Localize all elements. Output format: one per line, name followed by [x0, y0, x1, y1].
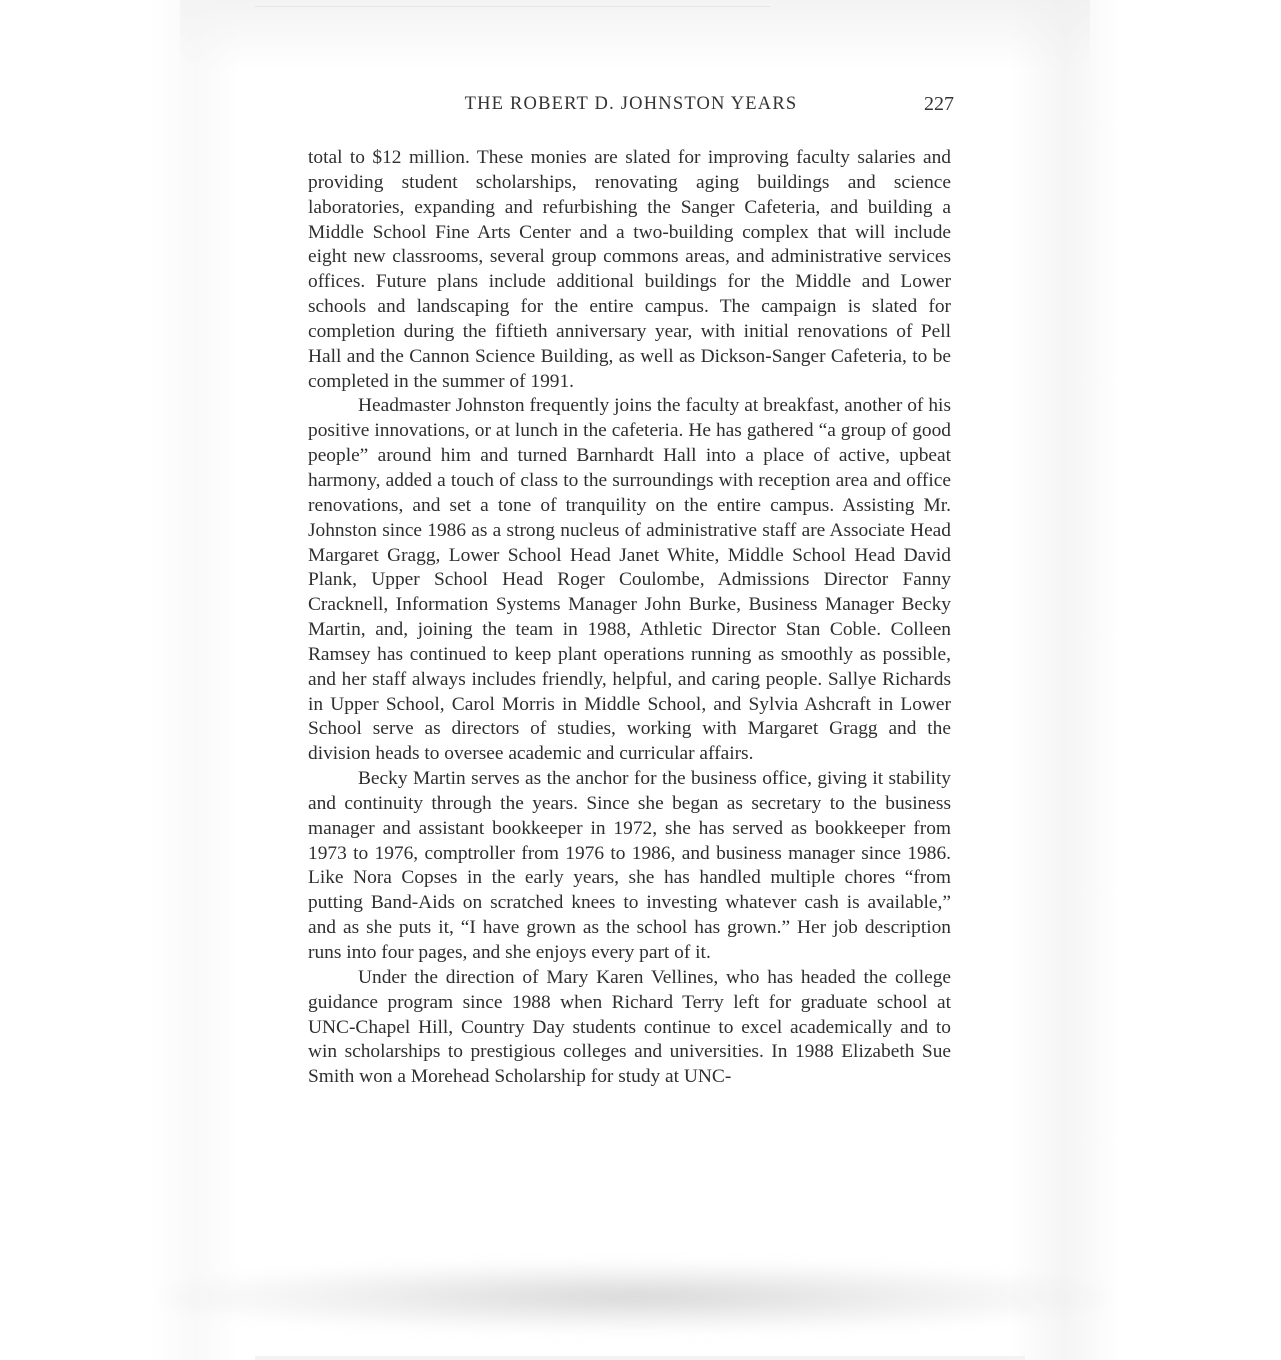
page-header — [308, 94, 954, 120]
scan-shadow-top — [180, 0, 1090, 70]
page-edge-bottom — [255, 1356, 1025, 1360]
scan-shadow-right — [1010, 0, 1120, 1360]
page-edge-top — [255, 6, 770, 7]
scan-shadow-left — [150, 0, 240, 1360]
scan-shadow-bottom — [160, 1262, 1110, 1332]
paragraph-continued: total to $12 million. These monies are slated for improving faculty salaries and providing student scholarships, renovating aging buildings and science laboratories, expanding and refurbishing the Sanger Cafeteria, and building a Middle School Fine Arts Center and a two-building complex that will include eight new classrooms, several group commons areas, and administrative services offices. Future plans include additional buildings for the Middle and Lower schools and landscaping for the entire campus. The campaign is slated for completion during the fiftieth anniversary year, with initial renovations of Pell Hall and the Cannon Science Building, as well as Dickson-Sanger Cafeteria, to be completed in the summer of 1991. — [308, 147, 951, 392]
paragraph: Becky Martin serves as the anchor for the business office, giving it stability and continuity through the years. Since she began as secretary to the business manager and assistant bookkeeper in 1972, she has served as bookkeeper from 1973 to 1976, comptroller from 1976 to 1986, and business manager since 1986. Like Nora Copses in the early years, she has handled multiple chores “from putting Band-Aids on scratched knees to investing whatever cash is available,” and as she puts it, “I have grown as the school has grown.” Her job description runs into four pages, and she enjoys every part of it. — [308, 768, 951, 963]
page-number: 227 — [924, 93, 954, 115]
paragraph: Under the direction of Mary Karen Vellines, who has headed the college guidance program since 1988 when Richard Terry left for graduate school at UNC-Chapel Hill, Country Day students continue to excel academically and to win scholarships to prestigious colleges and universities. In 1988 Elizabeth Sue Smith won a Morehead Scholarship for study at UNC- — [308, 966, 951, 1088]
running-head: THE ROBERT D. JOHNSTON YEARS — [464, 94, 798, 114]
paragraph: Headmaster Johnston frequently joins the faculty at breakfast, another of his positive innovations, or at lunch in the cafeteria. He has gathered “a group of good people” around him and turned Barnhardt Hall into a place of active, upbeat harmony, added a touch of class to the surroundings with reception area and office renovations, and set a tone of tranquility on the entire campus. Assisting Mr. Johnston since 1986 as a strong nucleus of administrative staff are Associate Head Margaret Gragg, Lower School Head Janet White, Middle School Head David Plank, Upper School Head Roger Coulombe, Admissions Director Fanny Cracknell, Information Systems Manager John Burke, Business Manager Becky Martin, and, joining the team in 1988, Athletic Director Stan Coble. Colleen Ramsey has continued to keep plant operations running as smoothly as possible, and her staff always includes friendly, helpful, and caring people. Sallye Richards in Upper School, Carol Morris in Middle School, and Sylvia Ashcraft in Lower School serve as directors of studies, working with Margaret Gragg and the division heads to oversee academic and curricular affairs. — [308, 395, 951, 765]
body-text — [308, 146, 951, 1090]
